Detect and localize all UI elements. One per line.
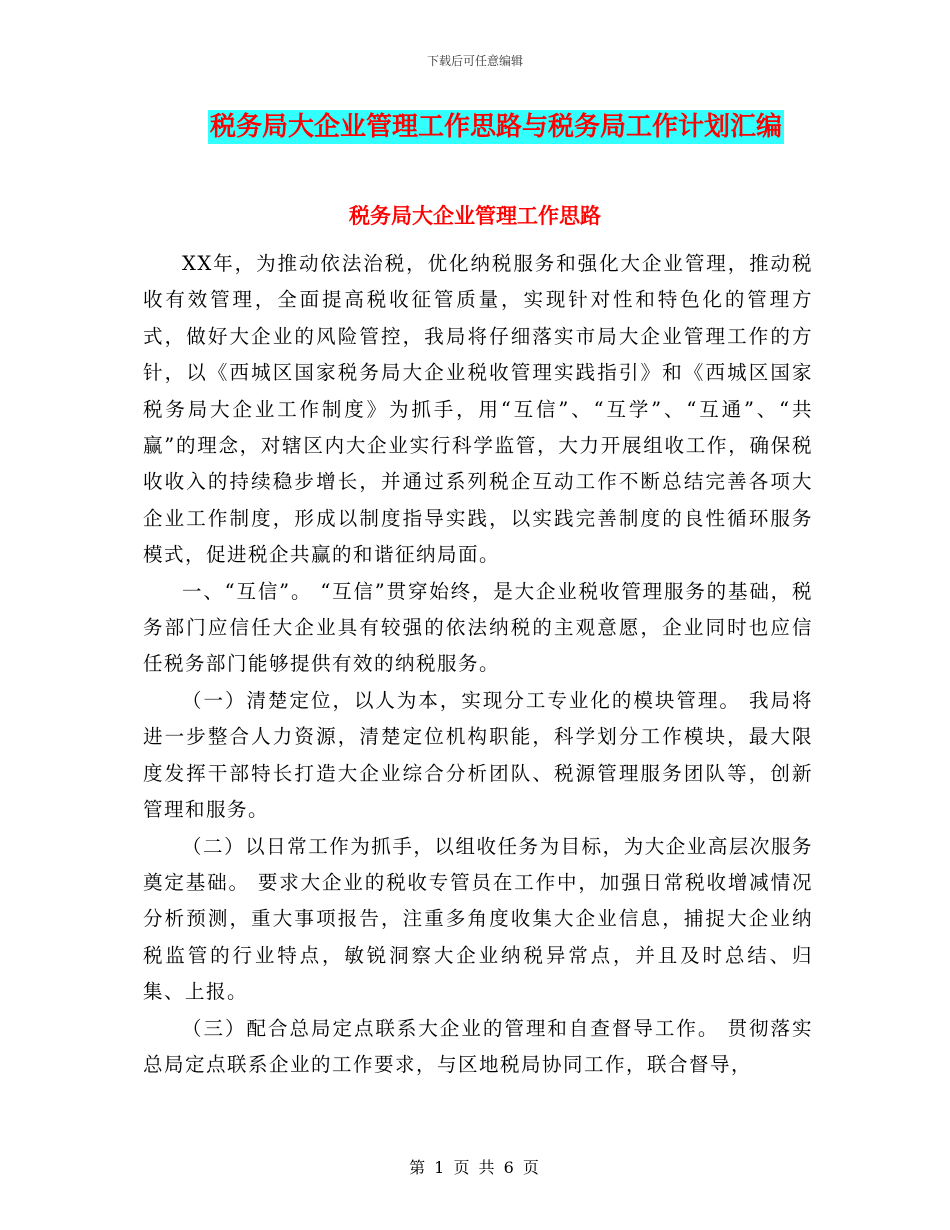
document-body [143, 246, 813, 1083]
document-main-title: 税务局大企业管理工作思路与税务局工作计划汇编 [210, 112, 783, 142]
paragraph-mutual-trust: 一、“互信”。 “互信”贯穿始终，是大企业税收管理服务的基础，税务部门应信任大企业具有较强的依法纳税的主观意愿，企业同时也应信任税务部门能够提供有效的纳税服务。 [143, 579, 813, 676]
paragraph-item-1: （一）清楚定位，以人为本，实现分工专业化的模块管理。 我局将进一步整合人力资源，清楚定位机构职能，科学划分工作模块，最大限度发挥干部特长打造大企业综合分析团队、税源管理服务团队等，创新管理和服务。 [143, 688, 813, 822]
paragraph-item-2: （二）以日常工作为抓手，以组收任务为目标，为大企业高层次服务奠定基础。 要求大企业的税收专管员在工作中，加强日常税收增减情况分析预测，重大事项报告，注重多角度收集大企业信息，捕捉大企业纳税监管的行业特点，敏锐洞察大企业纳税异常点，并且及时总结、归集、上报。 [143, 834, 813, 1004]
paragraph-intro: XX年，为推动依法治税，优化纳税服务和强化大企业管理，推动税收有效管理，全面提高税收征管质量，实现针对性和特色化的管理方式，做好大企业的风险管控，我局将仔细落实市局大企业管理工作的方针，以《西城区国家税务局大企业税收管理实践指引》和《西城区国家税务局大企业工作制度》为抓手，用“互信”、“互学”、“互通”、“共赢”的理念，对辖区内大企业实行科学监管，大力开展组收工作，确保税收收入的持续稳步增长，并通过系列税企互动工作不断总结完善各项大企业工作制度，形成以制度指导实践，以实践完善制度的良性循环服务模式，促进税企共赢的和谐征纳局面。 [143, 252, 813, 567]
section-title: 税务局大企业管理工作思路 [349, 204, 601, 228]
page-number-footer: 第 1 页 共 6 页 [409, 1158, 541, 1177]
header-note: 下载后可任意编辑 [426, 54, 523, 68]
paragraph-item-3: （三）配合总局定点联系大企业的管理和自查督导工作。 贯彻落实总局定点联系企业的工作要求，与区地税局协同工作，联合督导， [143, 1016, 813, 1076]
